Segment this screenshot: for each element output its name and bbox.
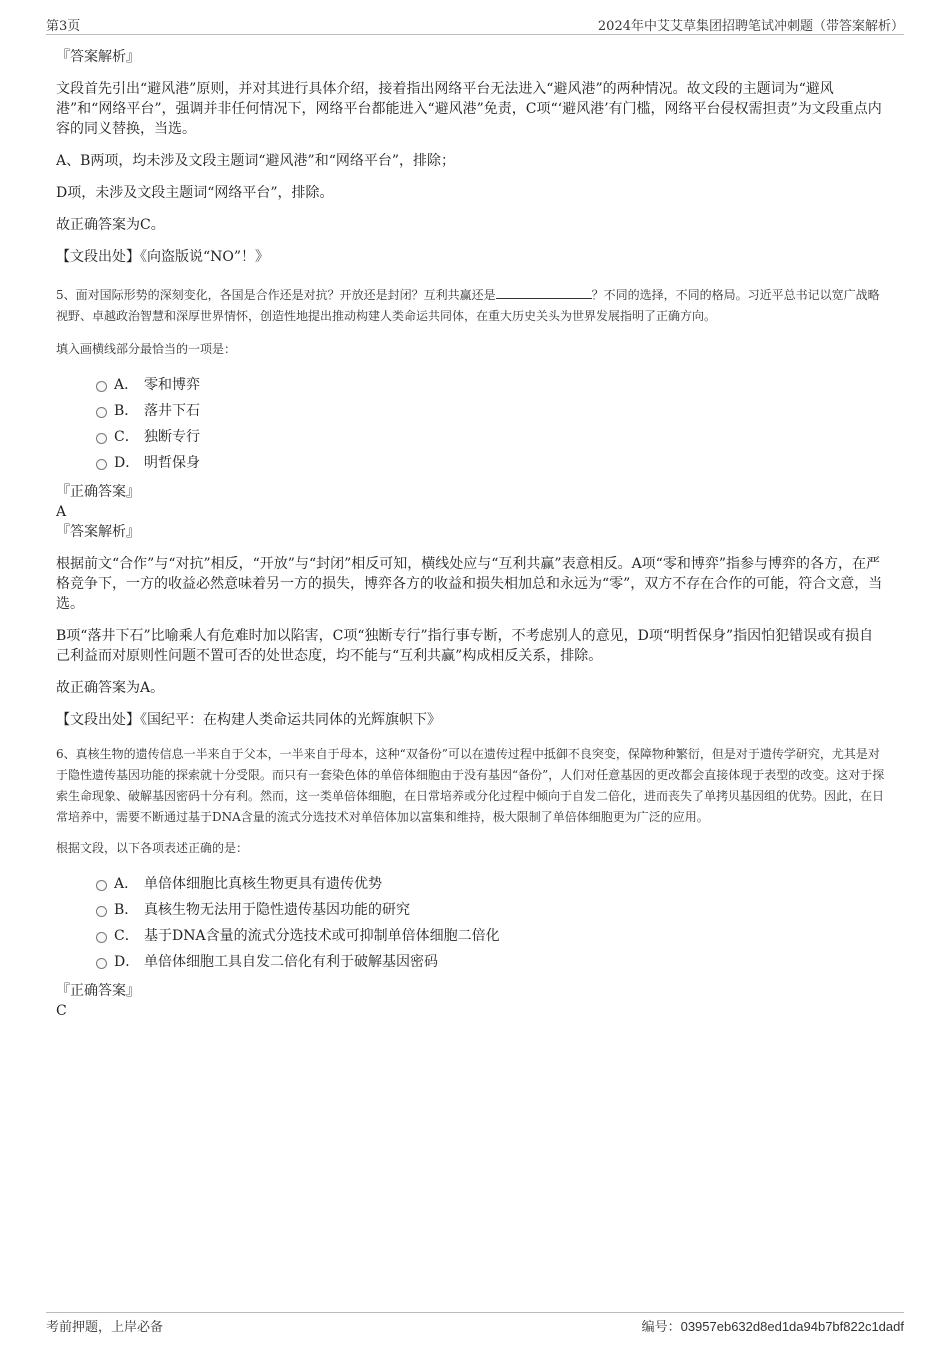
q5-option-d[interactable] <box>56 450 886 476</box>
radio-icon[interactable] <box>96 381 107 392</box>
q5-source: 【文段出处】《国纪平：在构建人类命运共同体的光辉旗帜下》 <box>56 712 441 728</box>
q6-answer-label: 『正确答案』 <box>56 983 140 999</box>
q5-analysis-label: 『答案解析』 <box>56 524 140 540</box>
q5-analysis-paragraph-2: B项“落井下石”比喻乘人有危难时加以陷害，C项“独断专行”指行事专断，不考虑别人的意见，D项“明哲保身”指因怕犯错误或有损自己利益而对原则性问题不置可否的处世态度，均不能与“互利共赢”构成相反关系，排除。 <box>56 628 874 664</box>
radio-icon[interactable] <box>96 407 107 418</box>
q6-stem: 6、真核生物的遗传信息一半来自于父本，一半来自于母本，这种“双备份”可以在遗传过程中抵御不良突变，保障物种繁衍，但是对于遗传学研究，尤其是对于隐性遗传基因功能的探索就十分受限。而只有一套染色体的单倍体细胞由于没有基因“备份”，人们对任意基因的更改都会直接体现于表型的改变。这对于探索生命现象、破解基因密码十分有利。然而，这一类单倍体细胞，在日常培养或分化过程中倾向于自发二倍化，进而丧失了单拷贝基因组的优势。因此，在日常培养中，需要不断通过基于DNA含量的流式分选技术对单倍体加以富集和维持，极大限制了单倍体细胞更为广泛的应用。 <box>56 747 885 824</box>
q6-options <box>56 871 886 975</box>
option-text: 零和博弈 <box>144 377 200 393</box>
option-letter: A． <box>114 377 139 393</box>
option-text: 单倍体细胞工具自发二倍化有利于破解基因密码 <box>144 954 438 970</box>
q6-option-d[interactable] <box>56 949 886 975</box>
radio-icon[interactable] <box>96 433 107 444</box>
q5-stem-after: ？不同的选择，不同的格局。习近平总书记以宽广战略视野、卓越政治智慧和深厚世界情怀，创造性地提出推动构建人类命运共同体，在重大历史关头为世界发展指明了正确方向。 <box>56 288 880 323</box>
q6-option-c[interactable] <box>56 923 886 949</box>
page-footer <box>46 1312 904 1335</box>
q4-analysis-paragraph-1: 文段首先引出“避风港”原则，并对其进行具体介绍，接着指出网络平台无法进入“避风港”的两种情况。故文段的主题词为“避风港”和“网络平台”，强调并非任何情况下，网络平台都能进入“避风港”免责，C项“‘避风港’有门槛，网络平台侵权需担责”为文段重点内容的同义替换，当选。 <box>56 81 882 137</box>
option-letter: D． <box>114 455 140 471</box>
q6-prompt: 根据文段，以下各项表述正确的是： <box>56 841 249 855</box>
q5-option-c[interactable] <box>56 424 886 450</box>
option-text: 落井下石 <box>144 403 200 419</box>
document-body <box>56 45 886 1021</box>
q6-option-a[interactable] <box>56 871 886 897</box>
q4-analysis-paragraph-2: A、B两项，均未涉及文段主题词“避风港”和“网络平台”，排除； <box>56 153 456 169</box>
q4-analysis-label: 『答案解析』 <box>56 49 140 65</box>
page-number: 第3页 <box>46 19 81 34</box>
radio-icon[interactable] <box>96 932 107 943</box>
option-letter: C． <box>114 429 139 445</box>
q4-source: 【文段出处】《向盗版说“NO”！》 <box>56 249 270 265</box>
option-letter: C． <box>114 928 139 944</box>
q5-option-a[interactable] <box>56 372 886 398</box>
option-letter: D． <box>114 954 140 970</box>
option-text: 基于DNA含量的流式分选技术或可抑制单倍体细胞二倍化 <box>144 928 500 944</box>
q5-answer-label: 『正确答案』 <box>56 484 140 500</box>
page-header <box>46 12 904 35</box>
q4-analysis-conclusion: 故正确答案为C。 <box>56 217 165 233</box>
radio-icon[interactable] <box>96 459 107 470</box>
radio-icon[interactable] <box>96 958 107 969</box>
radio-icon[interactable] <box>96 880 107 891</box>
option-text: 独断专行 <box>144 429 200 445</box>
option-text: 单倍体细胞比真核生物更具有遗传优势 <box>144 876 382 892</box>
document-id: 编号：03957eb632d8ed1da94b7bf822c1dadf <box>641 1319 904 1334</box>
q5-stem-before: 5、面对国际形势的深刻变化，各国是合作还是对抗？开放还是封闭？互利共赢还是 <box>56 288 496 302</box>
q6-option-b[interactable] <box>56 897 886 923</box>
q5-analysis-paragraph-1: 根据前文“合作”与“对抗”相反，“开放”与“封闭”相反可知，横线处应与“互利共赢”表意相反。A项“零和博弈”指参与博弈的各方，在严格竞争下，一方的收益必然意味着另一方的损失，博弈各方的收益和损失相加总和永远为“零”，双方不存在合作的可能，符合文意，当选。 <box>56 556 883 612</box>
q5-options <box>56 372 886 476</box>
q5-analysis-conclusion: 故正确答案为A。 <box>56 680 165 696</box>
q5-option-b[interactable] <box>56 398 886 424</box>
option-letter: B． <box>114 902 139 918</box>
option-text: 明哲保身 <box>144 455 200 471</box>
q4-analysis-paragraph-3: D项，未涉及文段主题词“网络平台”，排除。 <box>56 185 334 201</box>
q5-stem <box>56 285 886 327</box>
document-title: 2024年中艾艾草集团招聘笔试冲刺题（带答案解析） <box>597 19 904 34</box>
q5-answer: A <box>56 504 67 520</box>
option-text: 真核生物无法用于隐性遗传基因功能的研究 <box>144 902 410 918</box>
footer-slogan: 考前押题，上岸必备 <box>46 1320 164 1335</box>
option-letter: B． <box>114 403 139 419</box>
option-letter: A． <box>114 876 139 892</box>
q6-answer: C <box>56 1003 67 1019</box>
q5-blank <box>496 286 592 299</box>
radio-icon[interactable] <box>96 906 107 917</box>
q5-prompt: 填入画横线部分最恰当的一项是： <box>56 342 237 356</box>
